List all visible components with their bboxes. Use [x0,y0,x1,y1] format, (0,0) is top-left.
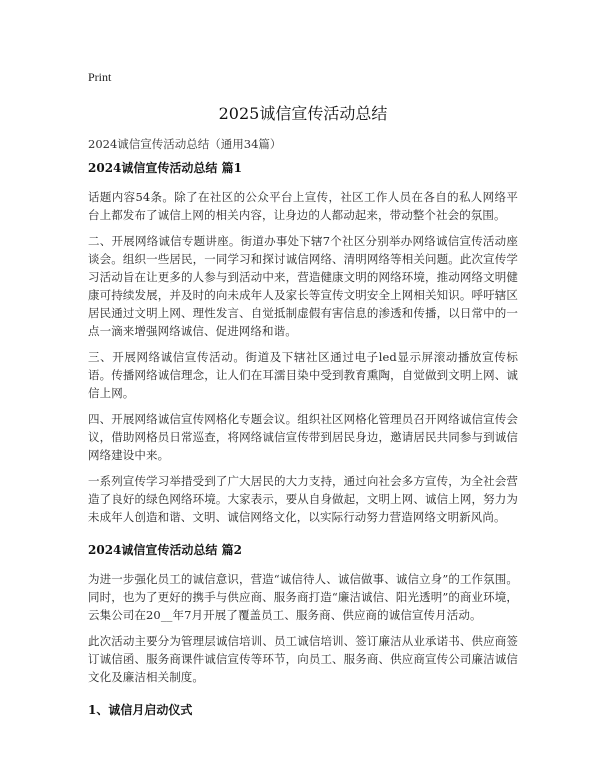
print-link[interactable]: Print [88,70,112,84]
section-heading: 2024诚信宣传活动总结 篇1 [88,161,242,175]
paragraph: 四、开展网络诚信宣传网格化专题会议。组织社区网格化管理员召开网络诚信宣传会议，借助网格员日常巡查，将网络诚信宣传带到居民身边，邀请居民共同参与到诚信网络建设中来。 [88,412,518,462]
document-subtitle: 2024诚信宣传活动总结（通用34篇） [88,137,282,151]
document-title: 2025诚信宣传活动总结 [218,104,388,123]
paragraph: 此次活动主要分为管理层诚信培训、员工诚信培训、签订廉洁从业承诺书、供应商签订诚信函、服务商课件诚信宣传等环节，向员工、服务商、供应商宣传公司廉洁诚信文化及廉洁相关制度。 [88,634,518,684]
section-heading: 2024诚信宣传活动总结 篇2 [88,543,242,557]
section-heading: 1、诚信月启动仪式 [88,703,193,717]
document-body [88,158,518,730]
paragraph: 话题内容54条。除了在社区的公众平台上宣传，社区工作人员在各自的私人网络平台上都发布了诚信上网的相关内容，让身边的人都动起来，带动整个社会的氛围。 [88,190,518,222]
paragraph: 三、开展网络诚信宣传活动。街道及下辖社区通过电子led显示屏滚动播放宣传标语。传播网络诚信理念，让人们在耳濡目染中受到教育熏陶，自觉做到文明上网、诚信上网。 [88,350,518,400]
paragraph: 二、开展网络诚信专题讲座。街道办事处下辖7个社区分别举办网络诚信宣传活动座谈会。组织一些居民，一同学习和探讨诚信网络、清明网络等相关问题。此次宣传学习活动旨在让更多的人参与到活动中来，营造健康文明的网络环境，推动网络文明健康可持续发展，并及时的向未成年人及家长等宣传文明安全上网相关知识。呼吁辖区居民通过文明上网、理性发言、自觉抵制虚假有害信息的渗透和传播，以日常中的一点一滴来增强网络诚信、促进网络和谐。 [88,234,518,338]
paragraph: 为进一步强化员工的诚信意识，营造“诚信待人、诚信做事、诚信立身”的工作氛围。同时，也为了更好的携手与供应商、服务商打造“廉洁诚信、阳光透明”的商业环境，云集公司在20__年7月开展了覆盖员工、服务商、供应商的诚信宣传月活动。 [88,572,518,622]
paragraph: 一系列宣传学习举措受到了广大居民的大力支持，通过向社会多方宣传，为全社会营造了良好的绿色网络环境。大家表示，要从自身做起，文明上网、诚信上网，努力为未成年人创造和谐、文明、诚信网络文化，以实际行动努力营造网络文明新风尚。 [88,474,518,524]
